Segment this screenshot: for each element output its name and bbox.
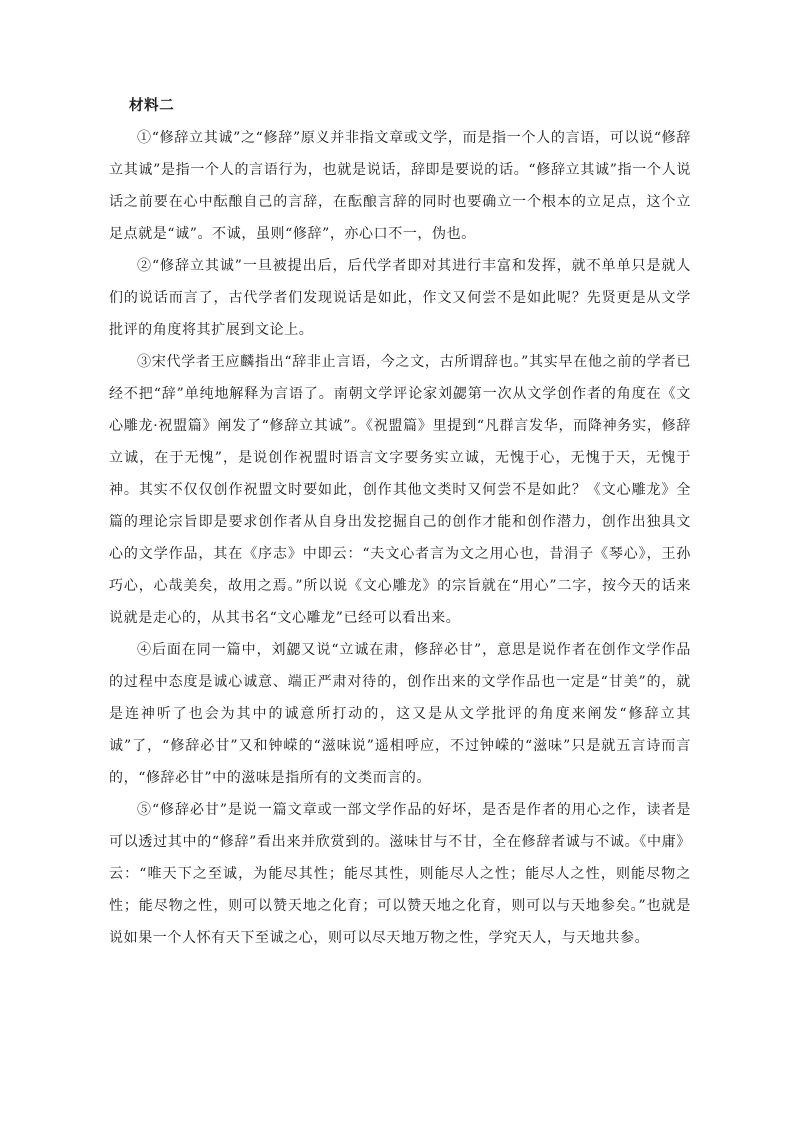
paragraph-2: ②“修辞立其诚”一旦被提出后，后代学者即对其进行丰富和发挥，就不单单只是就人们的说话而言了，古代学者们发现说话是如此，作文又何尝不是如此呢？先贤更是从文学批评的角度将其扩展到文论上。 [109,258,691,338]
paragraph-1: ①“修辞立其诚”之“修辞”原义并非指文章或文学，而是指一个人的言语，可以说“修辞立其诚”是指一个人的言语行为，也就是说话，辞即是要说的话。“修辞立其诚”指一个人说话之前要在心中酝酿自己的言辞，在酝酿言辞的同时也要确立一个根本的立足点，这个立足点就是“诚”。不诚，虽则“修辞”，亦心口不一，伪也。 [109,130,691,242]
section-title: 材料二 [129,98,175,114]
paragraph-4: ④后面在同一篇中，刘勰又说“立诚在肃，修辞必甘”，意思是说作者在创作文学作品的过程中态度是诚心诚意、端正严肃对待的，创作出来的文学作品也一定是“甘美”的，就是连神听了也会为其中的诚意所打动的，这又是从文学批评的角度来阐发“修辞立其诚”了，“修辞必甘”又和钟嵘的“滋味说”遥相呼应，不过钟嵘的“滋味”只是就五言诗而言的，“修辞必甘”中的滋味是指所有的文类而言的。 [109,642,691,786]
paragraph-3: ③宋代学者王应麟指出“辞非止言语，今之文，古所谓辞也。”其实早在他之前的学者已经不把“辞”单纯地解释为言语了。南朝文学评论家刘勰第一次从文学创作者的角度在《文心雕龙·祝盟篇》阐发了“修辞立其诚”。《祝盟篇》里提到“凡群言发华，而降神务实，修辞立诚，在于无愧”，是说创作祝盟时语言文字要务实立诚，无愧于心，无愧于天，无愧于神。其实不仅仅创作祝盟文时要如此，创作其他文类时又何尝不是如此？《文心雕龙》全篇的理论宗旨即是要求创作者从自身出发挖掘自己的创作才能和创作潜力，创作出独具文心的文学作品，其在《序志》中即云：“夫文心者言为文之用心也，昔涓子《琴心》，王孙巧心，心哉美矣，故用之焉。”所以说《文心雕龙》的宗旨就在“用心”二字，按今天的话来说就是走心的，从其书名“文心雕龙”已经可以看出来。 [109,354,691,626]
paragraph-5: ⑤“修辞必甘”是说一篇文章或一部文学作品的好坏，是否是作者的用心之作，读者是可以透过其中的“修辞”看出来并欣赏到的。滋味甘与不甘，全在修辞者诚与不诚。《中庸》云：“唯天下之至诚，为能尽其性；能尽其性，则能尽人之性；能尽人之性，则能尽物之性；能尽物之性，则可以赞天地之化育；可以赞天地之化育，则可以与天地参矣。”也就是说如果一个人怀有天下至诚之心，则可以尽天地万物之性，学究天人，与天地共参。 [109,802,691,946]
document-body [109,90,691,954]
